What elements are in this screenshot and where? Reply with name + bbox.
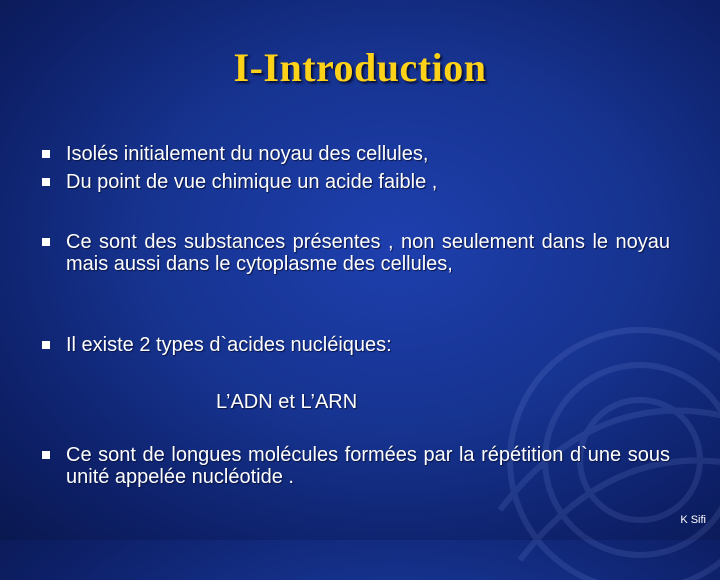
bullet-marker-2	[42, 178, 50, 186]
bullet-marker-3	[42, 238, 50, 246]
bullet-text-3: Ce sont des substances présentes , non seulement dans le noyau mais aussi dans le cytoplasme des cellules,	[66, 231, 670, 275]
bullet-text-1: Isolés initialement du noyau des cellules,	[66, 143, 429, 165]
background-swirl-decoration	[440, 260, 720, 580]
bullet-marker-5	[42, 451, 50, 459]
author-footer: K Sifi	[680, 514, 706, 526]
bullet-text-2: Du point de vue chimique un acide faible ,	[66, 171, 438, 193]
bullet-text-4: Il existe 2 types d`acides nucléiques:	[66, 334, 392, 356]
bullet-text-5: Ce sont de longues molécules formées par la répétition d`une sous unité appelée nucléotide .	[66, 444, 670, 488]
bullet-marker-1	[42, 150, 50, 158]
nucleic-acids-line: L’ADN et L’ARN	[216, 391, 358, 413]
slide-title: I-Introduction	[233, 45, 487, 90]
bullet-marker-4	[42, 341, 50, 349]
